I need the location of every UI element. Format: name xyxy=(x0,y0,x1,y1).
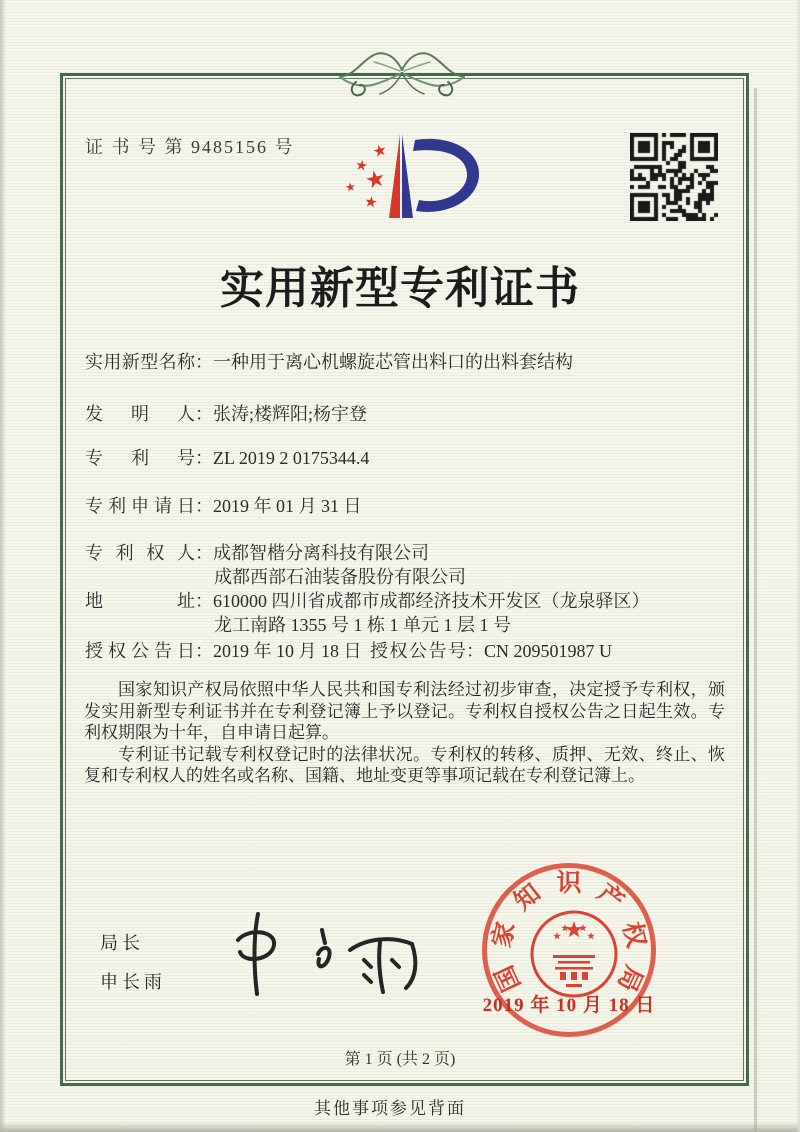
certificate-number: 证 书 号 第 9485156 号 xyxy=(85,137,295,157)
field-label: 实用新型名称 xyxy=(85,352,195,372)
field-value: 一种用于离心机螺旋芯管出料口的出料套结构 xyxy=(213,352,573,372)
field-label: 地址 xyxy=(85,591,195,611)
seal-char: 国 xyxy=(491,961,527,996)
cnipa-logo xyxy=(328,126,512,226)
field-value: 2019 年 01 月 31 日 xyxy=(213,496,362,516)
field-value: 张涛;楼辉阳;杨宇登 xyxy=(213,404,368,424)
top-flourish-ornament xyxy=(334,40,470,104)
field-value: CN 209501987 U xyxy=(484,641,613,661)
field-colon: ： xyxy=(195,591,213,611)
field-label: 授权公告日 xyxy=(85,641,195,661)
officer-signature xyxy=(222,908,422,998)
field-grant-number xyxy=(370,639,612,663)
field-grant-date xyxy=(85,639,725,663)
field-utility-model-name xyxy=(85,350,725,374)
field-filing-date xyxy=(85,494,725,518)
certificate-title: 实用新型专利证书 xyxy=(220,264,580,313)
field-colon: ： xyxy=(195,641,213,661)
field-colon: ： xyxy=(195,543,213,563)
seal-char: 识 xyxy=(556,870,582,897)
paper-fold-line xyxy=(754,88,757,1132)
officer-block xyxy=(100,929,166,994)
logo-star-icon: ★ xyxy=(344,179,357,195)
officer-name: 申长雨 xyxy=(100,972,166,992)
scan-edge-bottom xyxy=(0,1122,800,1132)
field-label: 发明人 xyxy=(85,404,195,424)
field-value: 成都智楷分离科技有限公司 xyxy=(213,543,429,563)
logo-star-icon: ★ xyxy=(363,194,379,212)
logo-p-mark xyxy=(328,126,512,226)
scan-edge-left xyxy=(0,0,6,1132)
seal-char: 知 xyxy=(509,879,546,917)
qr-code xyxy=(630,133,718,221)
legal-paragraph-1: 国家知识产权局依照中华人民共和国专利法经过初步审查，决定授予专利权，颁发实用新型专利证书并在专利登记簿上予以登记。专利权自授权公告之日起生效。专利权期限为十年，自申请日起算。 xyxy=(84,680,725,742)
field-label: 专利号 xyxy=(85,448,195,468)
field-colon: ： xyxy=(195,352,213,372)
field-label: 专利权人 xyxy=(85,543,195,563)
logo-star-icon: ★ xyxy=(362,165,388,194)
field-inventors xyxy=(85,402,725,426)
scan-edge-right xyxy=(796,0,800,1132)
field-colon: ： xyxy=(466,641,484,661)
legal-text xyxy=(84,679,725,787)
field-label: 专利申请日 xyxy=(85,496,195,516)
field-patent-number xyxy=(85,446,725,470)
field-value: 610000 四川省成都市成都经济技术开发区（龙泉驿区） xyxy=(213,591,650,611)
field-address xyxy=(85,589,725,637)
seal-char: 家 xyxy=(488,919,521,950)
page-number: 第 1 页 (共 2 页) xyxy=(344,1051,456,1068)
national-emblem-icon xyxy=(528,908,620,1000)
field-colon: ： xyxy=(195,404,213,424)
legal-paragraph-2: 专利证书记载专利权登记时的法律状况。专利权的转移、质押、无效、终止、恢复和专利权人的姓名或名称、国籍、地址变更等事项记载在专利登记簿上。 xyxy=(84,744,725,785)
seal-char: 产 xyxy=(592,879,629,917)
field-colon: ： xyxy=(195,496,213,516)
field-label: 授权公告号 xyxy=(370,641,466,661)
back-side-note: 其他事项参见背面 xyxy=(314,1099,466,1118)
field-value: ZL 2019 2 0175344.4 xyxy=(213,448,370,468)
field-patentee xyxy=(85,541,725,589)
logo-star-icon: ★ xyxy=(353,158,369,175)
field-value-line2: 龙工南路 1355 号 1 栋 1 单元 1 层 1 号 xyxy=(214,615,511,635)
officer-title: 局长 xyxy=(100,933,144,953)
seal-date: 2019 年 10 月 18 日 xyxy=(482,995,656,1016)
seal-char: 局 xyxy=(611,961,647,996)
field-value-line2: 成都西部石油装备股份有限公司 xyxy=(214,567,466,587)
seal-char: 权 xyxy=(617,919,650,950)
field-value: 2019 年 10 月 18 日 xyxy=(213,641,362,661)
logo-star-icon: ★ xyxy=(371,141,390,162)
field-colon: ： xyxy=(195,448,213,468)
